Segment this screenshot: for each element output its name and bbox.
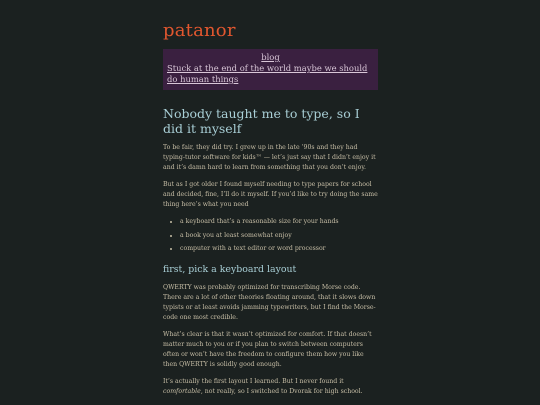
paragraph-3: QWERTY was probably optimized for transcribing Morse code. There are a lot of other theories floating around, that it slows down typists or at least avoids jamming typewriters, but I find the Morse-code one most credible. <box>163 284 376 321</box>
post-content <box>163 143 378 404</box>
section-heading: first, pick a keyboard layout <box>163 264 297 275</box>
paragraph-5 <box>163 377 378 397</box>
site-nav <box>163 49 378 90</box>
emphasis-comfortable: comfortable <box>163 388 201 395</box>
site-title[interactable]: patanor <box>163 20 236 41</box>
paragraph-5-start: It’s actually the first layout I learned. But I never found it <box>163 378 344 385</box>
paragraph-1: To be fair, they did try. I grew up in the late ’90s and they had typing-tutor software for kids™ — let’s just say that I didn’t enjoy it and it’s damn hard to learn from something that you don’t enjoy. <box>163 144 376 171</box>
post-title: Nobody taught me to type, so I did it myself <box>163 106 360 136</box>
nav-link-blog[interactable]: blog <box>261 52 280 62</box>
list-item: • computer with a text editor or word processor <box>180 244 378 254</box>
paragraph-5-end: , not really, so I switched to Dvorak for high school. <box>200 388 363 395</box>
nav-link-latest-post[interactable]: Stuck at the end of the world maybe we should do human things <box>167 63 368 84</box>
list-item: • a keyboard that’s a reasonable size for your hands <box>180 217 378 227</box>
paragraph-4: What’s clear is that it wasn’t optimized for comfort. If that doesn’t matter much to you or if you plan to switch between computers often or won’t have the freedom to configure them how you like then QWERTY is solidly good enough. <box>163 331 372 368</box>
list-item: • a book you at least somewhat enjoy <box>180 231 378 241</box>
requirements-list <box>163 217 378 254</box>
paragraph-2: But as I got older I found myself needing to type papers for school and decided, fine, I’ll do it myself. If you’d like to try doing the same thing here’s what you need <box>163 181 378 208</box>
